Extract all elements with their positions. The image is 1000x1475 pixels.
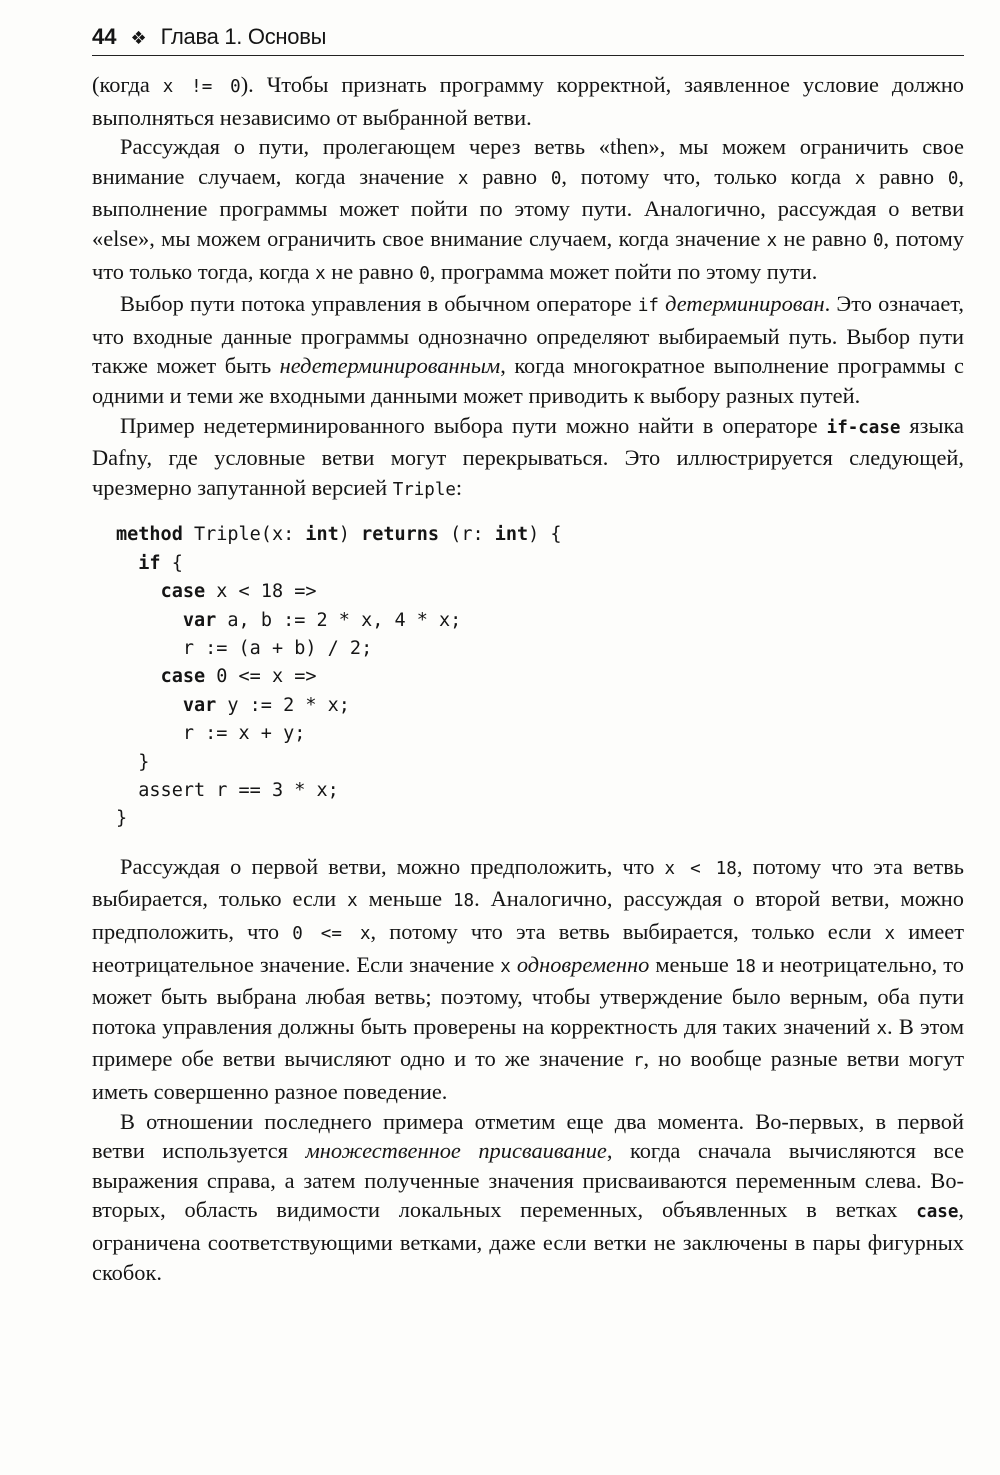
text-run: и неотрицательно, то может быть выбрана любая ветвь; поэтому, чтобы утверждение было верным, оба пути потока управления должны быть проверены на корректность для таких значений <box>92 951 964 1039</box>
page-header <box>92 24 964 56</box>
text-run: равно <box>468 163 551 189</box>
inline-code: x <box>766 230 778 251</box>
paragraph-1 <box>92 70 964 132</box>
page-body <box>92 70 964 1287</box>
text-run: Выбор пути потока управления в обычном операторе <box>120 291 638 317</box>
text-run: , программа может пойти по этому пути. <box>429 258 818 284</box>
code-line: if { <box>138 552 183 574</box>
code-keyword: case <box>160 666 206 688</box>
inline-code: x <box>854 168 866 189</box>
code-keyword: int <box>494 524 529 546</box>
inline-code: x <box>457 168 469 189</box>
text-run: , потому что эта ветвь выбирается, только если <box>370 918 885 944</box>
text-run: языка Dafny, где условные ветви могут перекрываться. Это иллюстрируется следующей, чрезмерно запутанной версией <box>92 412 964 500</box>
code-keyword: method <box>116 524 183 546</box>
text-run: . В этом примере обе ветви вычисляют одно и то же значение <box>92 1013 965 1072</box>
code-line: } <box>116 751 150 773</box>
text-run: . Это означает, что входные данные программы однозначно определяют выбираемый путь. Выбор пути также может быть <box>92 291 964 379</box>
inline-code: case <box>916 1202 959 1223</box>
code-line: method Triple(x: int) returns (r: int) { <box>116 524 562 546</box>
code-line: var y := 2 * x; <box>182 694 350 716</box>
inline-code: Triple <box>392 479 456 500</box>
inline-code: x != 0 <box>162 77 241 97</box>
text-run: меньше <box>357 886 454 912</box>
code-line: r := x + y; <box>182 723 306 745</box>
text-run: (когда <box>92 72 163 97</box>
text-run: , потому что, только когда <box>561 163 855 189</box>
text-run: , но вообще разные ветви могут иметь совершенно разное поведение. <box>92 1046 964 1104</box>
text-run: Рассуждая о первой ветви, можно предположить, что <box>120 853 665 879</box>
text-run: не равно <box>777 225 873 251</box>
code-listing <box>116 521 964 833</box>
text-run: , когда сначала вычисляются все выражения справа, а затем полученные значения присваиваются переменным слева. Во-вторых, область видимости локальных переменных, объявленных в ветках <box>92 1138 965 1223</box>
text-run: Пример недетерминированного выбора пути можно найти в операторе <box>120 412 827 438</box>
page-number: 44 <box>92 24 117 49</box>
chapter-title: Глава 1. Основы <box>160 24 327 49</box>
italic-term: одновременно <box>516 951 650 977</box>
inline-code: r <box>632 1051 644 1072</box>
paragraph-4 <box>92 411 964 506</box>
inline-code: if <box>637 296 659 317</box>
text-run: В отношении последнего примера отметим еще два момента. Во-первых, в первой ветви используется <box>92 1108 964 1164</box>
code-keyword: var <box>182 609 217 631</box>
text-run: , когда многократное выполнение программы с одними и теми же входными данными может приводить к выбору разных путей. <box>92 353 964 408</box>
inline-code: x <box>347 891 358 912</box>
text-run: , потому что только тогда, когда <box>92 225 964 284</box>
code-keyword: var <box>182 694 217 716</box>
text-run: , ограничена соответствующими ветками, даже если ветки не заключены в пары фигурных скобок. <box>92 1197 964 1285</box>
code-line: case x < 18 => <box>160 581 317 603</box>
code-line: case 0 <= x => <box>160 666 317 688</box>
text-run: . Аналогично, рассуждая о второй ветви, можно предположить, что <box>92 886 964 944</box>
code-keyword: returns <box>361 524 440 546</box>
text-run: , выполнение программы может пойти по этому пути. Аналогично, рассуждая о ветви «else», мы можем ограничить свое внимание случаем, когда значение <box>92 163 964 251</box>
italic-term: детерминирован <box>665 291 825 317</box>
code-keyword: if <box>138 552 161 574</box>
text-run: ). Чтобы признать программу корректной, заявленное условие должно выполняться независимо от выбранной ветви. <box>92 72 964 130</box>
inline-code: x <box>500 956 511 977</box>
text-run: , потому что эта ветвь выбирается, только если <box>92 853 965 912</box>
text-run: имеет неотрицательное значение. Если значение <box>92 918 965 977</box>
inline-code: 18 <box>734 956 756 977</box>
paragraph-3 <box>92 289 964 410</box>
code-line: assert r == 3 * x; <box>138 779 339 801</box>
text-run: : <box>455 474 463 500</box>
book-page <box>92 24 964 1287</box>
paragraph-5 <box>92 852 964 1107</box>
paragraph-6 <box>92 1107 964 1288</box>
inline-code: x <box>315 263 326 284</box>
diamond-ornament-icon: ❖ <box>130 28 147 48</box>
inline-code: 0 <box>873 230 884 251</box>
inline-code: x < 18 <box>664 858 737 879</box>
inline-code: if-case <box>826 417 901 438</box>
code-keyword: int <box>305 524 339 546</box>
inline-code: x <box>876 1018 888 1039</box>
code-line: r := (a + b) / 2; <box>182 637 373 659</box>
inline-code: x <box>884 923 896 944</box>
inline-code: 18 <box>453 891 475 912</box>
inline-code: 0 <box>550 168 562 189</box>
paragraph-2 <box>92 132 964 289</box>
inline-code: 0 <= x <box>292 923 371 944</box>
code-line: var a, b := 2 * x, 4 * x; <box>182 609 462 631</box>
italic-term: множественное присваивание <box>305 1138 607 1164</box>
text-run: меньше <box>649 951 735 977</box>
inline-code: 0 <box>947 168 959 189</box>
code-line: } <box>116 808 128 830</box>
italic-term: недетерминированным <box>279 353 501 379</box>
text-run: не равно <box>325 258 420 284</box>
text-run: Рассуждая о пути, пролегающем через ветвь «then», мы можем ограничить свое внимание случаем, когда значение <box>92 134 964 189</box>
code-keyword: case <box>160 581 206 603</box>
inline-code: 0 <box>419 263 430 284</box>
text-run: равно <box>865 163 948 189</box>
